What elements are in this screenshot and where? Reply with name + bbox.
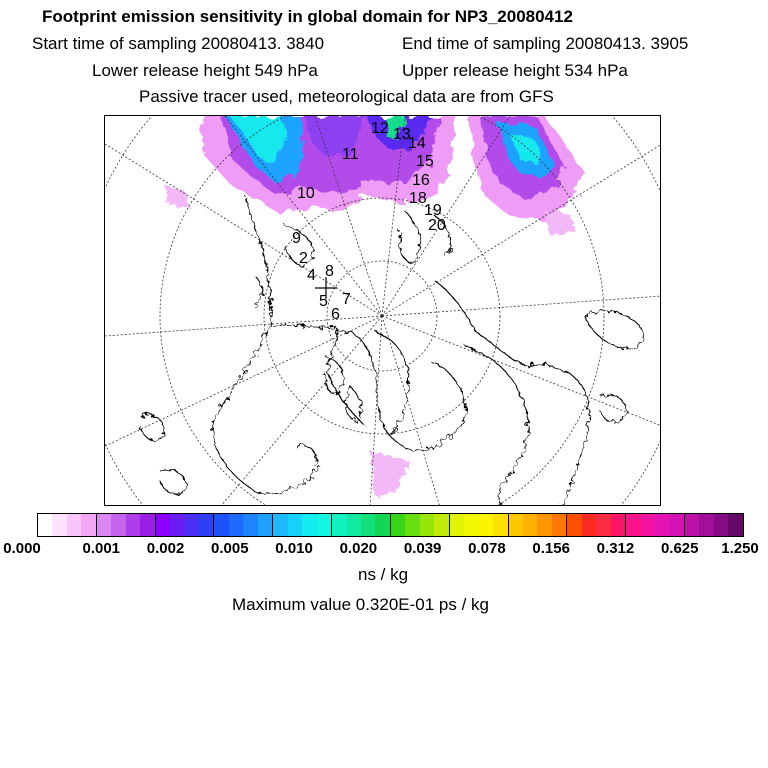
colorbar-segment (493, 514, 508, 536)
colorbar-tick-label: 0.002 (146, 540, 185, 557)
sensitivity-field-northeast (470, 116, 583, 221)
colorbar-segment (81, 514, 96, 536)
trajectory-label: 14 (408, 135, 426, 152)
lower-release-height: Lower release height 549 hPa (92, 61, 318, 80)
colorbar-segment (567, 514, 581, 536)
colorbar-segment (170, 514, 184, 536)
colorbar-tick-label: 0.020 (339, 540, 378, 557)
end-time: End time of sampling 20080413. 3905 (402, 34, 689, 53)
colorbar-segment (552, 514, 567, 536)
trajectory-label: 5 (319, 293, 328, 310)
trajectory-label: 2 (299, 250, 308, 267)
colorbar-segment (714, 514, 728, 536)
colorbar-segment (38, 514, 52, 536)
colorbar-segment (641, 514, 655, 536)
upper-release-height: Upper release height 534 hPa (402, 61, 628, 80)
trajectory-label: 7 (342, 291, 351, 308)
trajectory-label: 13 (393, 126, 411, 143)
colorbar-segment (655, 514, 669, 536)
colorbar-segment (450, 514, 464, 536)
colorbar-segment (97, 514, 111, 536)
trajectory-label: 6 (331, 306, 340, 323)
colorbar-segment (347, 514, 361, 536)
map-svg (105, 116, 661, 506)
trajectory-label: 4 (307, 267, 316, 284)
colorbar-tick-label: 0.010 (275, 540, 313, 557)
colorbar-segment (582, 514, 596, 536)
colorbar-tick-label: 0.001 (82, 540, 121, 557)
colorbar-segment (67, 514, 81, 536)
colorbar-segment (288, 514, 302, 536)
trajectory-label: 20 (428, 217, 446, 234)
trajectory-label: 11 (342, 146, 359, 163)
plot-title: Footprint emission sensitivity in global domain for NP3_20080412 (42, 7, 573, 26)
colorbar-segment (434, 514, 449, 536)
tracer-note: Passive tracer used, meteorological data are from GFS (139, 87, 554, 106)
colorbar-segment (332, 514, 346, 536)
colorbar-segment (156, 514, 170, 536)
colorbar-tick-label: 0.312 (596, 540, 635, 557)
trajectory-label: 15 (416, 153, 434, 170)
sensitivity-field-speckle (165, 186, 575, 498)
colorbar-segment (140, 514, 155, 536)
colorbar-segment (669, 514, 684, 536)
trajectory-label: 16 (412, 172, 430, 189)
colorbar-tick-label: 0.625 (660, 540, 699, 557)
colorbar-unit: ns / kg (358, 565, 409, 584)
colorbar-segment (596, 514, 610, 536)
colorbar-segment (52, 514, 66, 536)
trajectory-label: 8 (325, 263, 334, 280)
colorbar-segment (464, 514, 478, 536)
colorbar-segment (523, 514, 537, 536)
colorbar-segment (375, 514, 390, 536)
colorbar-segment (273, 514, 287, 536)
colorbar-tick-label: 0.039 (403, 540, 442, 557)
start-time: Start time of sampling 20080413. 3840 (32, 34, 325, 53)
trajectory-label: 9 (292, 230, 301, 247)
colorbar-tick-label: 0.156 (532, 540, 570, 557)
colorbar-segment (405, 514, 419, 536)
colorbar-segment (258, 514, 273, 536)
colorbar-segment (185, 514, 199, 536)
colorbar-segment (728, 514, 742, 536)
colorbar-ticks (0, 540, 768, 560)
colorbar-segment (243, 514, 257, 536)
maximum-value: Maximum value 0.320E-01 ps / kg (232, 595, 490, 614)
colorbar-segment (391, 514, 405, 536)
colorbar-tick-label: 1.250 (721, 540, 759, 557)
trajectory-label: 10 (297, 185, 315, 202)
colorbar-segment (537, 514, 551, 536)
colorbar-segment (509, 514, 523, 536)
colorbar (37, 513, 744, 537)
colorbar-segment (111, 514, 125, 536)
colorbar-tick-label: 0.078 (468, 540, 506, 557)
colorbar-segment (199, 514, 214, 536)
colorbar-tick-label: 0.005 (211, 540, 249, 557)
colorbar-segment (479, 514, 493, 536)
trajectory-label: 12 (371, 120, 389, 137)
colorbar-segment (685, 514, 699, 536)
colorbar-segment (420, 514, 434, 536)
colorbar-segment (361, 514, 375, 536)
colorbar-segment (699, 514, 713, 536)
colorbar-segment (302, 514, 316, 536)
colorbar-segment (317, 514, 332, 536)
colorbar-segment (214, 514, 228, 536)
colorbar-segment (126, 514, 140, 536)
map-panel (104, 115, 661, 506)
colorbar-segment (611, 514, 626, 536)
trajectory-label: 19 (424, 202, 442, 219)
colorbar-segment (229, 514, 243, 536)
colorbar-segment (626, 514, 640, 536)
colorbar-tick-label: 0.000 (3, 540, 41, 557)
trajectory-label: 18 (409, 190, 427, 207)
